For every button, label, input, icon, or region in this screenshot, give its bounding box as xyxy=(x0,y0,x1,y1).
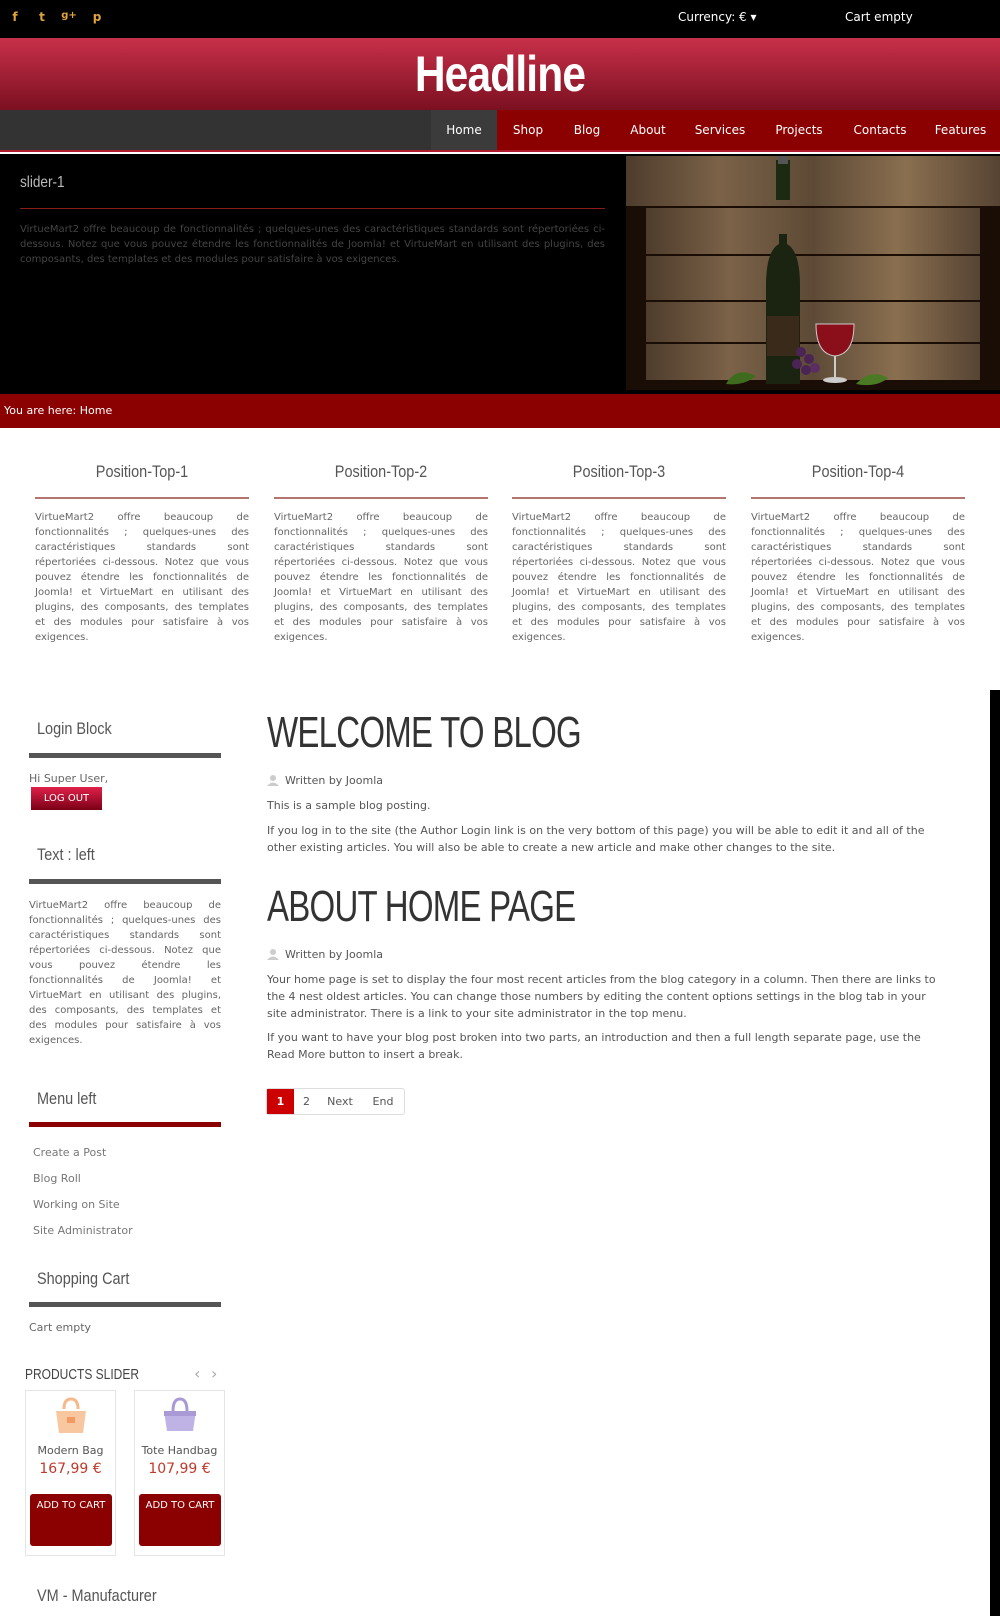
article-author xyxy=(267,948,383,961)
article-author-text: Written by Joomla xyxy=(285,948,384,961)
site-logo[interactable]: Headline xyxy=(414,46,586,102)
page-2[interactable]: 2 xyxy=(303,1095,310,1108)
product-name[interactable]: Tote Handbag xyxy=(141,1444,218,1457)
position-top-2-title: Position-Top-2 xyxy=(334,462,428,481)
position-top-4-divider xyxy=(751,497,965,499)
nav-home[interactable]: Home xyxy=(431,110,497,150)
slider-title: slider-1 xyxy=(20,174,65,191)
menu-item-blog-roll[interactable]: Blog Roll xyxy=(33,1172,81,1185)
nav-blog[interactable]: Blog xyxy=(559,110,615,150)
position-top-3-text: VirtueMart2 offre beaucoup de fonctionnalités ; quelques-unes des caractéristiques standards sont répertoriées ci-dessous. Notez que vous pouvez étendre les fonctionnalités de Joomla! et VirtueMart en utilisant des plugins, des composants, des templates et des modules pour satisfaire à vos exigences. xyxy=(512,512,726,643)
hero-slider xyxy=(0,154,1000,394)
user-icon xyxy=(267,948,279,960)
nav-features[interactable]: Features xyxy=(921,110,1000,150)
login-block-title: Login Block xyxy=(37,719,112,738)
text-left-divider xyxy=(29,879,221,884)
product-card xyxy=(25,1390,116,1556)
tote-handbag-icon xyxy=(161,1395,199,1435)
article-paragraph: This is a sample blog posting. xyxy=(267,799,431,812)
menu-left-title: Menu left xyxy=(37,1089,97,1108)
wine-bottle-image xyxy=(626,156,1000,390)
article-paragraph: If you want to have your blog post broken into two parts, an introduction and then a full length separate page, use the Read More button to insert a break. xyxy=(267,1031,921,1061)
site-header xyxy=(0,38,1000,110)
pagination xyxy=(266,1088,405,1115)
menu-item-create-post[interactable]: Create a Post xyxy=(33,1146,107,1159)
product-name[interactable]: Modern Bag xyxy=(37,1444,104,1457)
modern-bag-icon xyxy=(52,1395,90,1435)
logout-button[interactable]: LOG OUT xyxy=(31,787,102,810)
add-to-cart-button[interactable]: ADD TO CART xyxy=(30,1494,112,1546)
position-top-3-title: Position-Top-3 xyxy=(572,462,666,481)
position-top-1-divider xyxy=(35,497,249,499)
googleplus-icon[interactable]: g+ xyxy=(61,10,77,21)
position-top-4-title: Position-Top-4 xyxy=(811,462,905,481)
nav-projects[interactable]: Projects xyxy=(759,110,839,150)
twitter-icon[interactable]: t xyxy=(39,10,45,24)
main-nav xyxy=(0,110,1000,152)
article-title[interactable]: ABOUT HOME PAGE xyxy=(267,882,576,931)
slider-next-icon[interactable]: › xyxy=(211,1364,218,1383)
position-top-4-text: VirtueMart2 offre beaucoup de fonctionnalités ; quelques-unes des caractéristiques standards sont répertoriées ci-dessous. Notez que vous pouvez étendre les fonctionnalités de Joomla! et VirtueMart en utilisant des plugins, des composants, des templates et des modules pour satisfaire à vos exigences. xyxy=(751,512,965,643)
position-top-2-divider xyxy=(274,497,488,499)
position-top-1-text: VirtueMart2 offre beaucoup de fonctionnalités ; quelques-unes des caractéristiques standards sont répertoriées ci-dessous. Notez que vous pouvez étendre les fonctionnalités de Joomla! et VirtueMart en utilisant des plugins, des composants, des templates et des modules pour satisfaire à vos exigences. xyxy=(35,512,249,643)
text-left-title: Text : left xyxy=(37,845,95,864)
products-slider-title: PRODUCTS SLIDER xyxy=(25,1366,140,1383)
slider-text: VirtueMart2 offre beaucoup de fonctionnalités ; quelques-unes des caractéristiques standards sont répertoriées ci-dessous. Notez que vous pouvez étendre les fonctionnalités de Joomla! et VirtueMart en utilisant des plugins, des composants, des templates et des modules pour satisfaire à vos exigences. xyxy=(20,224,605,265)
vm-manufacturer-title: VM - Manufacturer xyxy=(37,1586,157,1605)
slider-prev-icon[interactable]: ‹ xyxy=(194,1364,201,1383)
slider-divider xyxy=(20,208,605,209)
breadcrumb: You are here: Home xyxy=(0,394,1000,428)
nav-services[interactable]: Services xyxy=(681,110,759,150)
login-block-divider xyxy=(29,753,221,758)
nav-shop[interactable]: Shop xyxy=(497,110,559,150)
text-left-body: VirtueMart2 offre beaucoup de fonctionnalités ; quelques-unes des caractéristiques standards sont répertoriées ci-dessous. Notez que vous pouvez étendre les fonctionnalités de Joomla! et VirtueMart en utilisant des plugins, des composants, des templates et des modules pour satisfaire à vos exigences. xyxy=(29,900,221,1046)
page-end[interactable]: End xyxy=(372,1095,394,1108)
article-author xyxy=(267,774,383,787)
article-title[interactable]: WELCOME TO BLOG xyxy=(267,708,581,757)
product-card xyxy=(134,1390,225,1556)
add-to-cart-button[interactable]: ADD TO CART xyxy=(139,1494,221,1546)
login-greeting: Hi Super User, xyxy=(29,772,109,785)
top-bar xyxy=(0,0,1000,38)
position-top-1-title: Position-Top-1 xyxy=(95,462,189,481)
product-price: 167,99 € xyxy=(39,1461,102,1477)
article-paragraph: Your home page is set to display the four most recent articles from the blog category in a column. Then there are links to the 4 nest oldest articles. You can change those numbers by editing the content options settings in the blog tab in your site administrator. There is a link to your site administrator in the top menu. xyxy=(267,973,936,1020)
page-1[interactable]: 1 xyxy=(267,1089,294,1114)
position-top-3-divider xyxy=(512,497,726,499)
position-top-2-text: VirtueMart2 offre beaucoup de fonctionnalités ; quelques-unes des caractéristiques standards sont répertoriées ci-dessous. Notez que vous pouvez étendre les fonctionnalités de Joomla! et VirtueMart en utilisant des plugins, des composants, des templates et des modules pour satisfaire à vos exigences. xyxy=(274,512,488,643)
article-paragraph: If you log in to the site (the Author Login link is on the very bottom of this page) you will be able to edit it and all of the other existing articles. You will also be able to create a new article and make other changes to the site. xyxy=(267,824,925,854)
menu-item-site-administrator[interactable]: Site Administrator xyxy=(33,1224,133,1237)
shopping-cart-divider xyxy=(29,1302,221,1307)
product-price: 107,99 € xyxy=(148,1461,211,1477)
top-cart-status[interactable]: Cart empty xyxy=(845,10,913,24)
right-edge-bar xyxy=(990,690,1000,1616)
menu-left-divider xyxy=(29,1122,221,1127)
shopping-cart-title: Shopping Cart xyxy=(37,1269,130,1288)
article-author-text: Written by Joomla xyxy=(285,774,384,787)
shopping-cart-status: Cart empty xyxy=(29,1321,92,1334)
pinterest-icon[interactable]: p xyxy=(92,10,102,24)
facebook-icon[interactable]: f xyxy=(12,10,18,24)
user-icon xyxy=(267,774,279,786)
nav-about[interactable]: About xyxy=(615,110,681,150)
menu-item-working-on-site[interactable]: Working on Site xyxy=(33,1198,120,1211)
nav-contacts[interactable]: Contacts xyxy=(839,110,921,150)
page-next[interactable]: Next xyxy=(327,1095,353,1108)
currency-selector[interactable]: Currency: € ▾ xyxy=(678,10,757,24)
